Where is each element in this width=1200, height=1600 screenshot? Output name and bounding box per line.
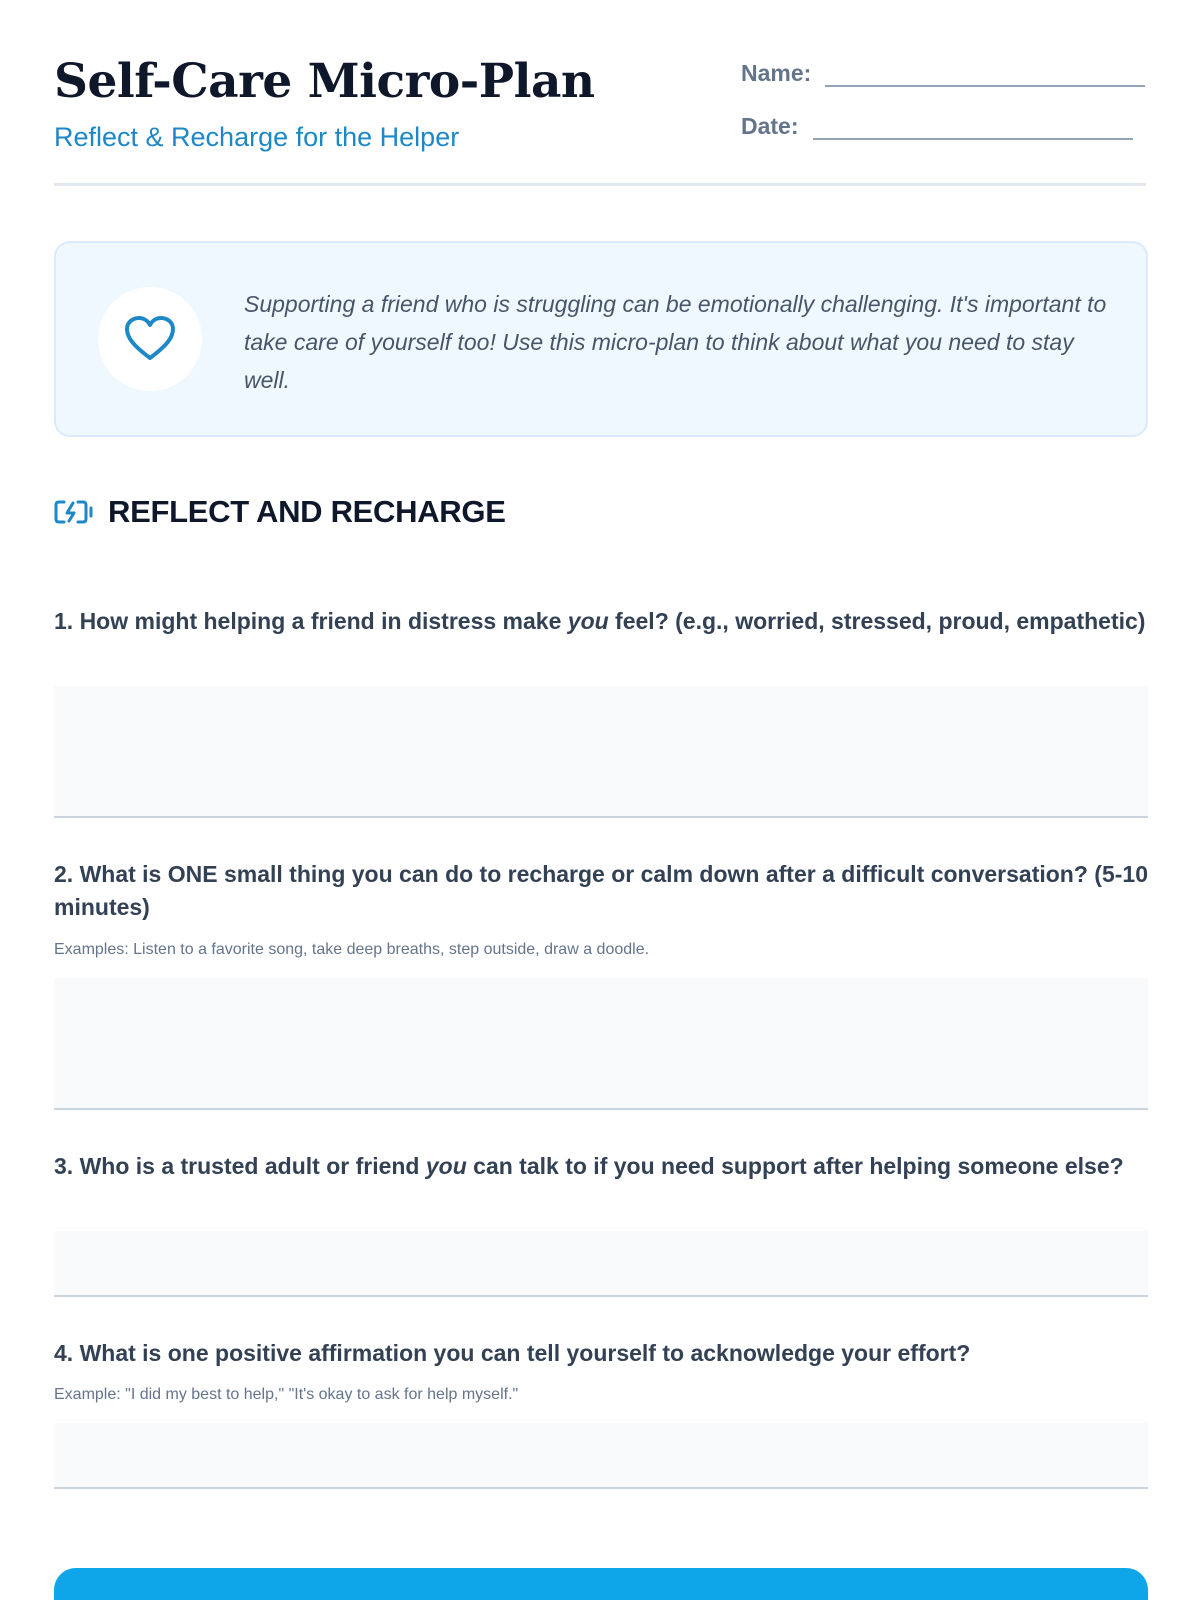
heart-icon-svg	[124, 316, 176, 362]
answer-box-4[interactable]	[54, 1423, 1148, 1489]
section-header	[54, 494, 506, 530]
intro-callout	[54, 241, 1148, 437]
question-3-text: 3. Who is a trusted adult or friend	[54, 1153, 426, 1179]
question-4-hint: Example: "I did my best to help," "It's okay to ask for help myself."	[54, 1386, 519, 1403]
answer-box-1[interactable]	[54, 686, 1148, 818]
name-input-line[interactable]	[825, 61, 1145, 87]
date-input-line[interactable]	[813, 114, 1133, 140]
date-field	[741, 113, 1133, 140]
question-2-hint: Examples: Listen to a favorite song, take deep breaths, step outside, draw a doodle.	[54, 941, 650, 958]
question-3	[54, 1150, 1148, 1183]
answer-box-3[interactable]	[54, 1231, 1148, 1297]
intro-text: Supporting a friend who is struggling can be emotionally challenging. It's important to take care of yourself too! Use this micro-plan to think about what you need to stay well.	[244, 291, 1107, 393]
question-3-emphasis: you	[425, 1153, 467, 1179]
name-field	[741, 60, 1145, 87]
answer-box-2[interactable]	[54, 978, 1148, 1110]
bottom-banner	[54, 1568, 1148, 1600]
battery-charging-icon	[54, 498, 94, 526]
question-1-emphasis: you	[567, 608, 609, 634]
question-4: 4. What is one positive affirmation you can tell yourself to acknowledge your effort?	[54, 1340, 971, 1366]
question-1-text-end: feel? (e.g., worried, stressed, proud, empathetic)	[608, 608, 1146, 634]
heart-icon	[98, 287, 202, 391]
page-subtitle: Reflect & Recharge for the Helper	[54, 122, 460, 152]
question-2: 2. What is ONE small thing you can do to recharge or calm down after a difficult conversation? (5-10 minutes)	[54, 861, 1148, 920]
page-header	[54, 0, 1146, 186]
question-3-text-end: can talk to if you need support after helping someone else?	[466, 1153, 1124, 1179]
question-1-text: 1. How might helping a friend in distress make	[54, 608, 568, 634]
page-title: Self-Care Micro-Plan	[54, 54, 595, 109]
section-title: REFLECT AND RECHARGE	[108, 494, 506, 529]
question-1	[54, 605, 1148, 638]
name-label: Name:	[741, 60, 812, 86]
date-label: Date:	[741, 113, 799, 139]
